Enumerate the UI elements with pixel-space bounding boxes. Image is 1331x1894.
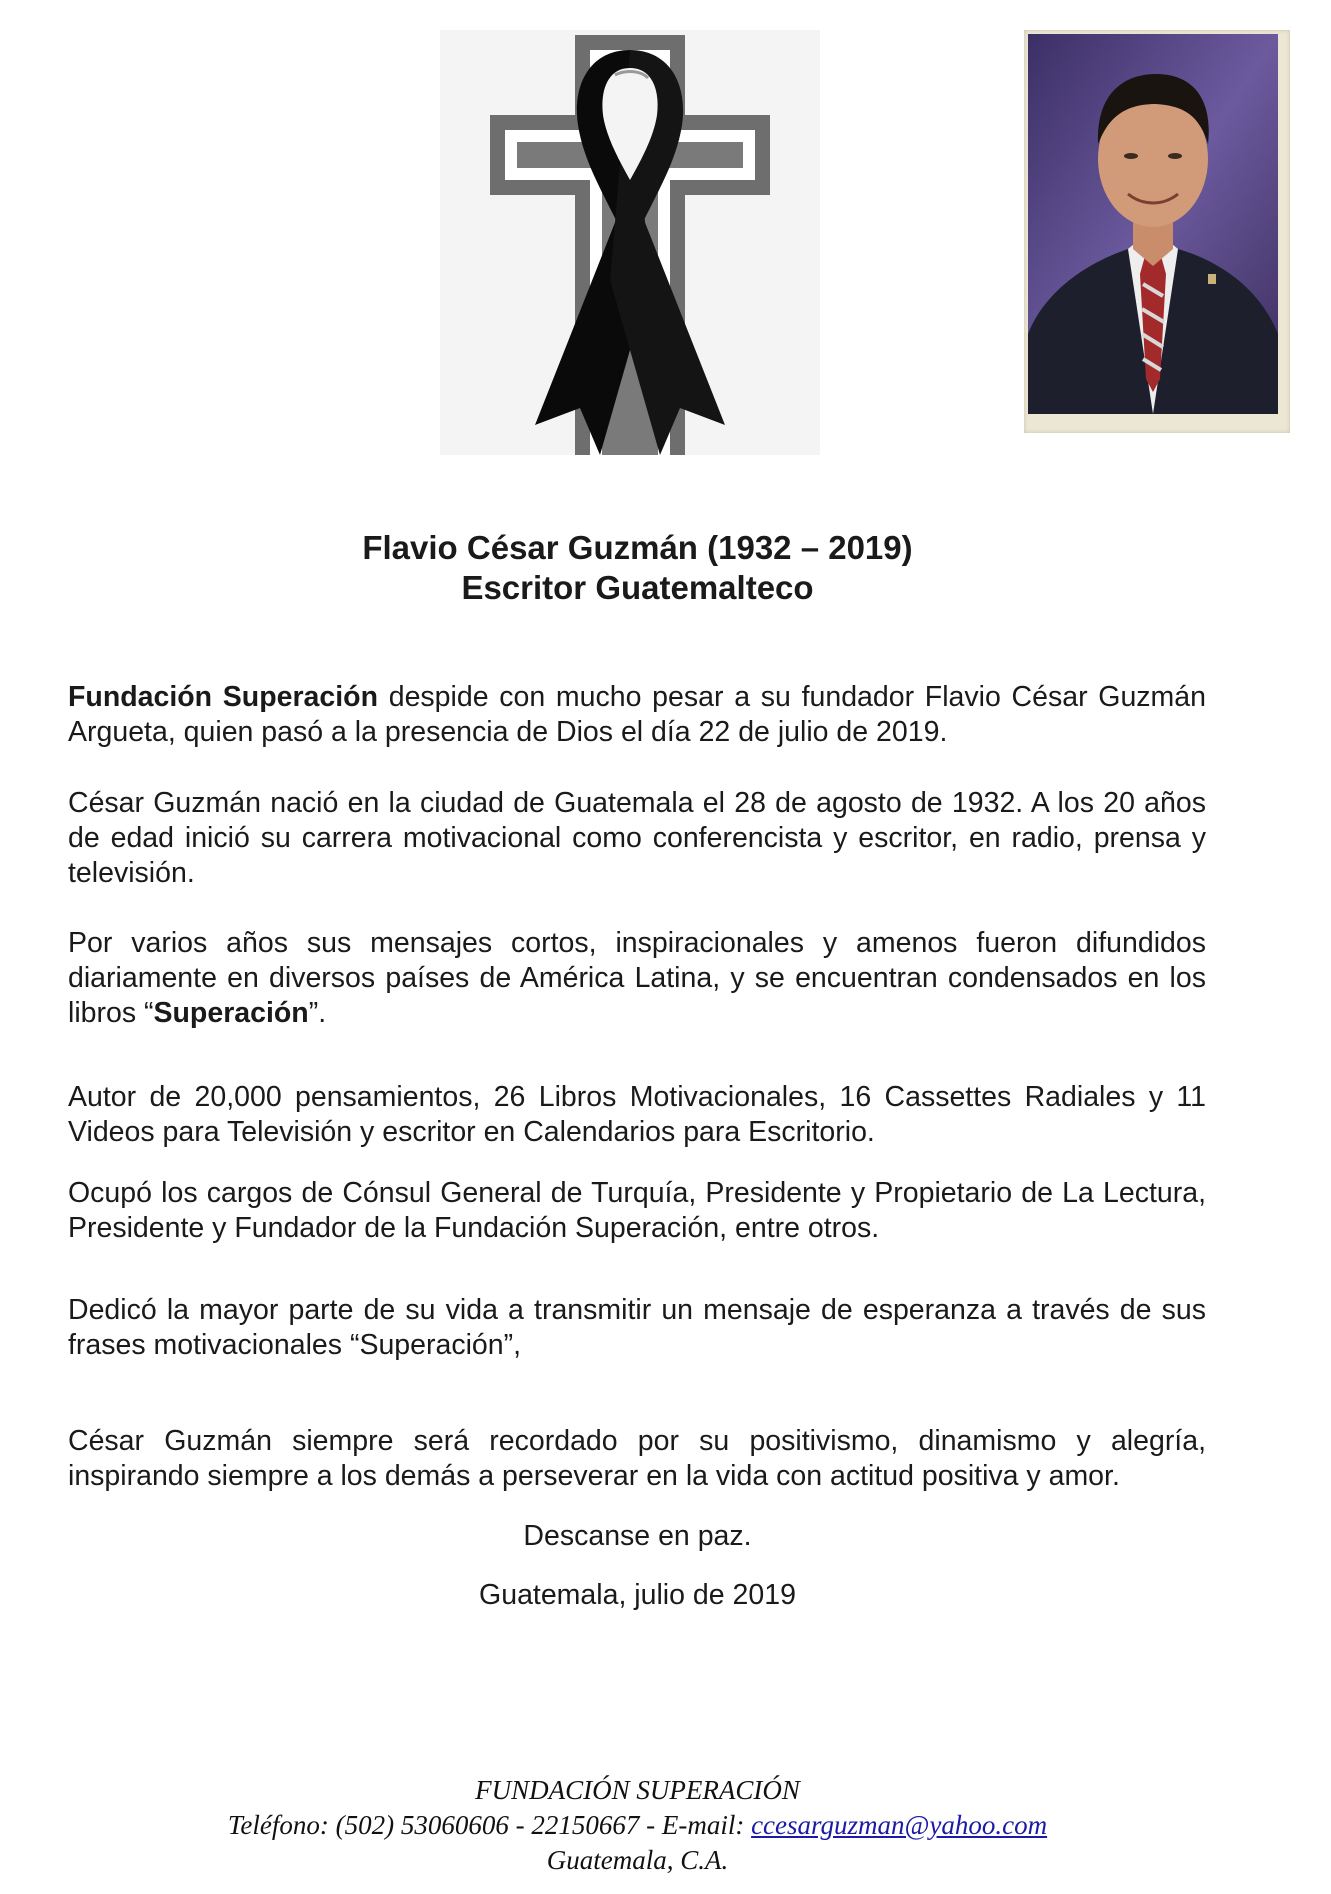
cross-with-black-ribbon-icon xyxy=(440,30,820,455)
footer-phone: Teléfono: (502) 53060606 - 22150667 - E-mail: xyxy=(227,1810,752,1840)
paragraph-messages xyxy=(68,926,1206,1031)
rest-in-peace: Descanse en paz. xyxy=(523,1520,752,1552)
paragraph-text: ”. xyxy=(308,997,327,1029)
footer-organization: FUNDACIÓN SUPERACIÓN xyxy=(475,1775,800,1805)
portrait-photo xyxy=(1024,30,1290,433)
page-title: Flavio César Guzmán (1932 – 2019) xyxy=(362,529,913,566)
footer-location: Guatemala, C.A. xyxy=(546,1845,729,1875)
footer-contact xyxy=(0,1808,1275,1842)
cross-ribbon-emblem xyxy=(440,30,820,455)
paragraph-announcement xyxy=(68,680,1206,750)
foundation-name: Fundación Superación xyxy=(68,681,378,713)
paragraph-works: Autor de 20,000 pensamientos, 26 Libros Motivacionales, 16 Cassettes Radiales y 11 Videos para Televisión y escritor en Calendarios para Escritorio. xyxy=(68,1081,1206,1148)
email-link[interactable]: ccesarguzman@yahoo.com xyxy=(751,1810,1048,1840)
paragraph-remembrance: César Guzmán siempre será recordado por su positivismo, dinamismo y alegría, inspirando siempre a los demás a perseverar en la vida con actitud positiva y amor. xyxy=(68,1425,1206,1492)
paragraph-text: despide con mucho pesar a su fundador Flavio César Guzmán Argueta, quien pasó a la presencia de Dios el día 22 de julio de 2019. xyxy=(68,681,1206,748)
place-date: Guatemala, julio de 2019 xyxy=(479,1579,796,1611)
page-subtitle: Escritor Guatemalteco xyxy=(461,569,814,606)
book-title: Superación xyxy=(153,997,309,1029)
paragraph-legacy: Dedicó la mayor parte de su vida a transmitir un mensaje de esperanza a través de sus frases motivacionales “Superación”, xyxy=(68,1294,1206,1361)
portrait-icon xyxy=(1028,34,1278,414)
paragraph-positions: Ocupó los cargos de Cónsul General de Turquía, Presidente y Propietario de La Lectura, Presidente y Fundador de la Fundación Superación, entre otros. xyxy=(68,1177,1206,1244)
paragraph-text: Por varios años sus mensajes cortos, inspiracionales y amenos fueron difundidos diariamente en diversos países de América Latina, y se encuentran condensados en los libros “ xyxy=(68,927,1206,1029)
paragraph-birth: César Guzmán nació en la ciudad de Guatemala el 28 de agosto de 1932. A los 20 años de edad inició su carrera motivacional como conferencista y escritor, en radio, prensa y televisión. xyxy=(68,787,1206,889)
